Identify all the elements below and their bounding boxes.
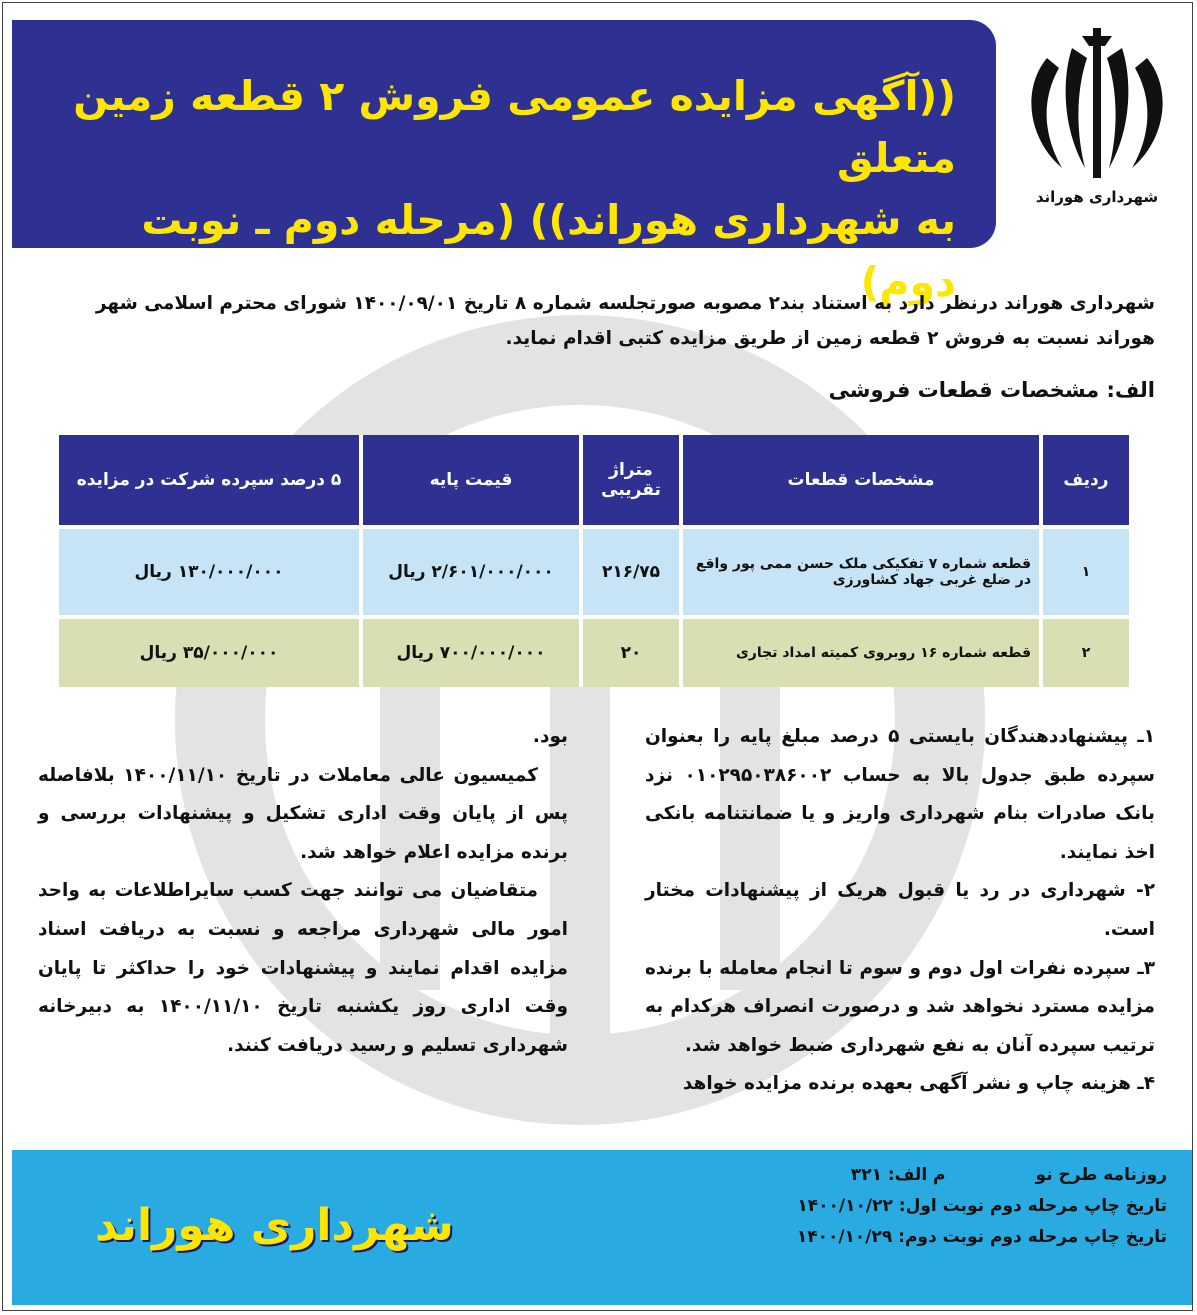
header-base-price: قیمت پایه [359, 435, 579, 525]
condition-4: ۴ـ هزینه چاپ و نشر آگهی بعهده برنده مزایده خواهد [682, 1073, 1155, 1095]
cell-deposit: ۳۵/۰۰۰/۰۰۰ ریال [55, 615, 359, 687]
condition-1: ۱ـ پیشنهاددهندگان بایستی ۵ درصد مبلغ پایه را بعنوان سپرده طبق جدول بالا به حساب ۰۱۰۲۹۵۰۳۸۶۰۰۲ نزد بانک صادرات بنام شهرداری واریز و یا ضمانتنامه بانکی اخذ نمایند. [645, 726, 1156, 863]
cell-row-number: ۲ [1039, 615, 1129, 687]
cell-base-price: ۷۰۰/۰۰۰/۰۰۰ ریال [359, 615, 579, 687]
emblem-icon [1017, 18, 1177, 188]
intro-line-2: هوراند نسبت به فروش ۲ قطعه زمین از طریق مزایده کتبی اقدام نماید. [505, 328, 1155, 349]
table-row [55, 615, 1129, 687]
header-row-number: ردیف [1039, 435, 1129, 525]
intro-line-1: شهرداری هوراند درنظر دارد به استناد بند۲ مصوبه صورتجلسه شماره ۸ تاریخ ۱۴۰۰/۰۹/۰۱ شورای محترم اسلامی شهر [95, 293, 1155, 314]
table-header-row [55, 435, 1129, 525]
print-date-2: تاریخ چاپ مرحله دوم نوبت دوم: ۱۴۰۰/۱۰/۲۹ [796, 1227, 1167, 1247]
cell-area: ۲۱۶/۷۵ [579, 525, 679, 615]
cell-description: قطعه شماره ۱۶ روبروی کمیته امداد تجاری [679, 615, 1039, 687]
lots-table [55, 435, 1129, 687]
table-row [55, 525, 1129, 615]
condition-2: ۲- شهرداری در رد یا قبول هریک از پیشنهادات مختار است. [645, 880, 1155, 940]
condition-3: ۳ـ سپرده نفرات اول دوم و سوم تا انجام معامله با برنده مزایده مسترد نخواهد شد و درصورت انصراف هرکدام به ترتیب سپرده آنان به نفع شهرداری ضبط خواهد شد. [645, 957, 1155, 1056]
logo-caption: شهرداری هوراند [1035, 188, 1159, 206]
footer-print-info [667, 1160, 1167, 1253]
ad-code: م الف: ۳۲۱ [850, 1165, 946, 1185]
header-deposit: ۵ درصد سپرده شرکت در مزایده [55, 435, 359, 525]
title-line-1: ((آگهی مزایده عمومی فروش ۲ قطعه زمین متعلق [73, 72, 956, 182]
conditions-left-column [38, 718, 568, 1065]
title-line-2: به شهرداری هوراند)) (مرحله دوم ـ نوبت دوم) [141, 196, 956, 306]
footer-brand: شهرداری هوراند [95, 1200, 454, 1251]
section-title: الف: مشخصات قطعات فروشی [828, 378, 1155, 402]
condition-4-continued: بود. [532, 726, 568, 747]
header-area: متراژ تقریبی [579, 435, 679, 525]
cell-description: قطعه شماره ۷ تفکیکی ملک حسن ممی پور واقع در ضلع غربی جهاد کشاورزی [679, 525, 1039, 615]
cell-deposit: ۱۳۰/۰۰۰/۰۰۰ ریال [55, 525, 359, 615]
cell-base-price: ۲/۶۰۱/۰۰۰/۰۰۰ ریال [359, 525, 579, 615]
print-date-1: تاریخ چاپ مرحله دوم نوبت اول: ۱۴۰۰/۱۰/۲۲ [797, 1196, 1167, 1216]
intro-paragraph [43, 286, 1155, 356]
cell-row-number: ۱ [1039, 525, 1129, 615]
announcement-title [36, 65, 956, 313]
conditions-right-column [645, 718, 1155, 1104]
applicants-paragraph: متقاضیان می توانند جهت کسب سایراطلاعات به واحد امور مالی شهرداری مراجعه و نسبت به دریافت اسناد مزایده اقدام نمایند و پیشنهادات خود را حداکثر تا پایان وقت اداری روز یکشنبه تاریخ ۱۴۰۰/۱۱/۱۰ به دبیرخانه شهرداری تسلیم و رسید دریافت کنند. [38, 880, 568, 1056]
commission-paragraph: کمیسیون عالی معاملات در تاریخ ۱۴۰۰/۱۱/۱۰ بلافاصله پس از پایان وقت اداری تشکیل و پیشنهادات بررسی و برنده مزایده اعلام خواهد شد. [38, 764, 568, 863]
header-description: مشخصات قطعات [679, 435, 1039, 525]
newspaper-name: روزنامه طرح نو [1035, 1165, 1167, 1185]
cell-area: ۲۰ [579, 615, 679, 687]
